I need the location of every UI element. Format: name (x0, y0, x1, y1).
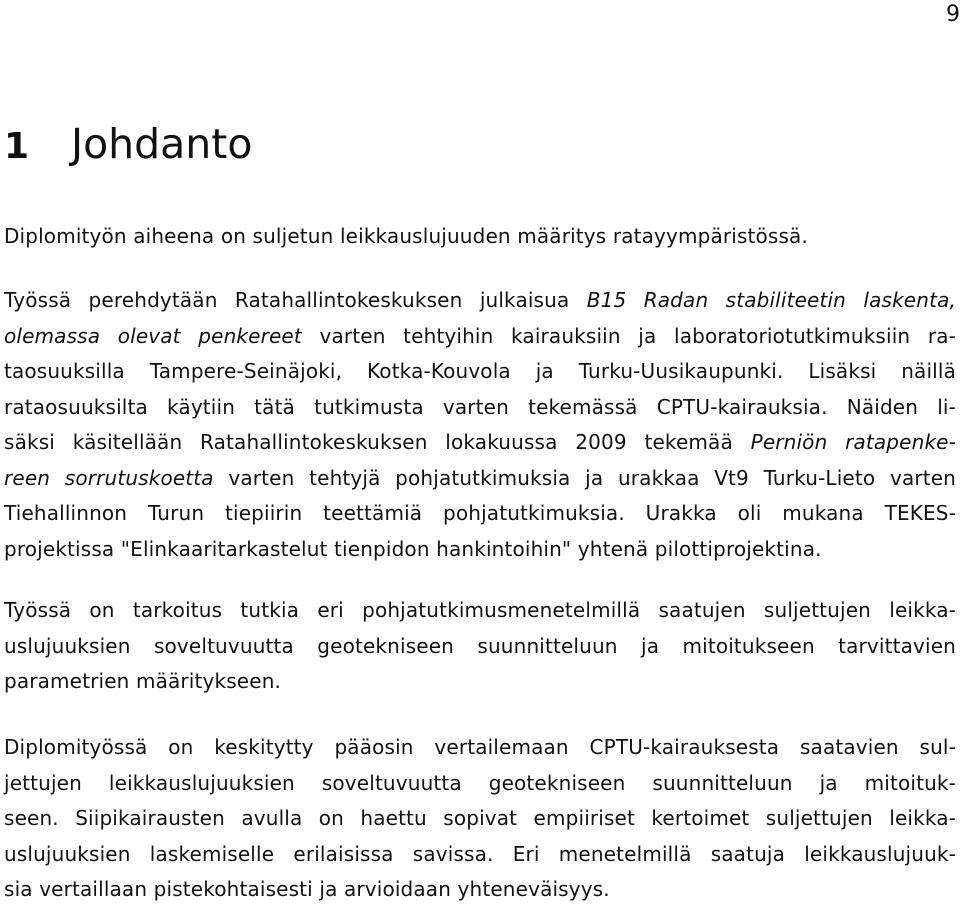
paragraph-line: Tiehallinnon Turun tiepiirin teettämiä pohjatutkimuksia. Urakka oli mukana TEKES- (4, 501, 956, 525)
text-run: varten tehtyihin kairauksiin ja laboratoriotutkimuksiin ra- (301, 323, 956, 348)
paragraph-line: Työssä on tarkoitus tutkia eri pohjatutkimusmenetelmillä saatujen suljettujen leikka- (4, 598, 956, 622)
paragraph-2 (4, 283, 956, 567)
paragraph-line: uslujuuksien soveltuvuutta geotekniseen suunnitteluun ja mitoitukseen tarvittavien (4, 633, 956, 658)
paragraph-line: uslujuuksien laskemiselle erilaisissa savissa. Eri menetelmillä saatuja leikkauslujuuk- (4, 841, 956, 866)
text-run: Työssä perehdytään Ratahallintokeskuksen julkaisua (4, 288, 587, 312)
paragraph-line (4, 425, 956, 461)
paragraph-line: sia vertaillaan pistekohtaisesti ja arvioidaan yhteneväisyys. (4, 877, 610, 901)
paragraph-line (4, 461, 956, 497)
paragraph-3 (4, 593, 956, 700)
chapter-title: Johdanto (71, 120, 253, 168)
paragraph-line: seen. Siipikairausten avulla on haettu sopivat empiiriset kertoimet suljettujen leikka- (4, 806, 956, 830)
paragraph-line: jettujen leikkauslujuuksien soveltuvuutta geotekniseen suunnitteluun ja mitoituk- (4, 770, 956, 795)
paragraph-1 (4, 219, 956, 255)
paragraph-line: rataosuuksilta käytiin tätä tutkimusta varten tekemässä CPTU-kairauksia. Näiden li- (4, 394, 956, 419)
report-title-continued: reen sorrutuskoetta (4, 465, 214, 490)
paragraph-line: taosuuksilla Tampere-Seinäjoki, Kotka-Kouvola ja Turku-Uusikaupunki. Lisäksi näillä (4, 359, 956, 383)
publication-title: B15 Radan stabiliteetin laskenta, (586, 288, 956, 312)
text-run: säksi käsitellään Ratahallintokeskuksen lokakuussa 2009 tekemää (4, 430, 751, 454)
chapter-heading (4, 118, 252, 173)
report-title: Perniön ratapenke- (750, 430, 956, 454)
page-number: 9 (946, 2, 960, 27)
paragraph-line: Diplomityön aiheena on suljetun leikkauslujuuden määritys ratayympäristössä. (4, 224, 808, 248)
paragraph-line: Diplomityössä on keskitytty pääosin vertailemaan CPTU-kairauksesta saatavien sul- (4, 735, 956, 759)
paragraph-line (4, 319, 956, 355)
publication-title-continued: olemassa olevat penkereet (4, 323, 302, 348)
text-run: varten tehtyjä pohjatutkimuksia ja urakkaa Vt9 Turku-Lieto varten (213, 465, 956, 490)
chapter-number: 1 (4, 126, 30, 167)
paragraph-line: parametrien määritykseen. (4, 669, 282, 693)
paragraph-line (4, 283, 956, 319)
paragraph-line: projektissa "Elinkaaritarkastelut tienpidon hankintoihin" yhtenä pilottiprojektina. (4, 536, 822, 561)
paragraph-4 (4, 730, 956, 908)
